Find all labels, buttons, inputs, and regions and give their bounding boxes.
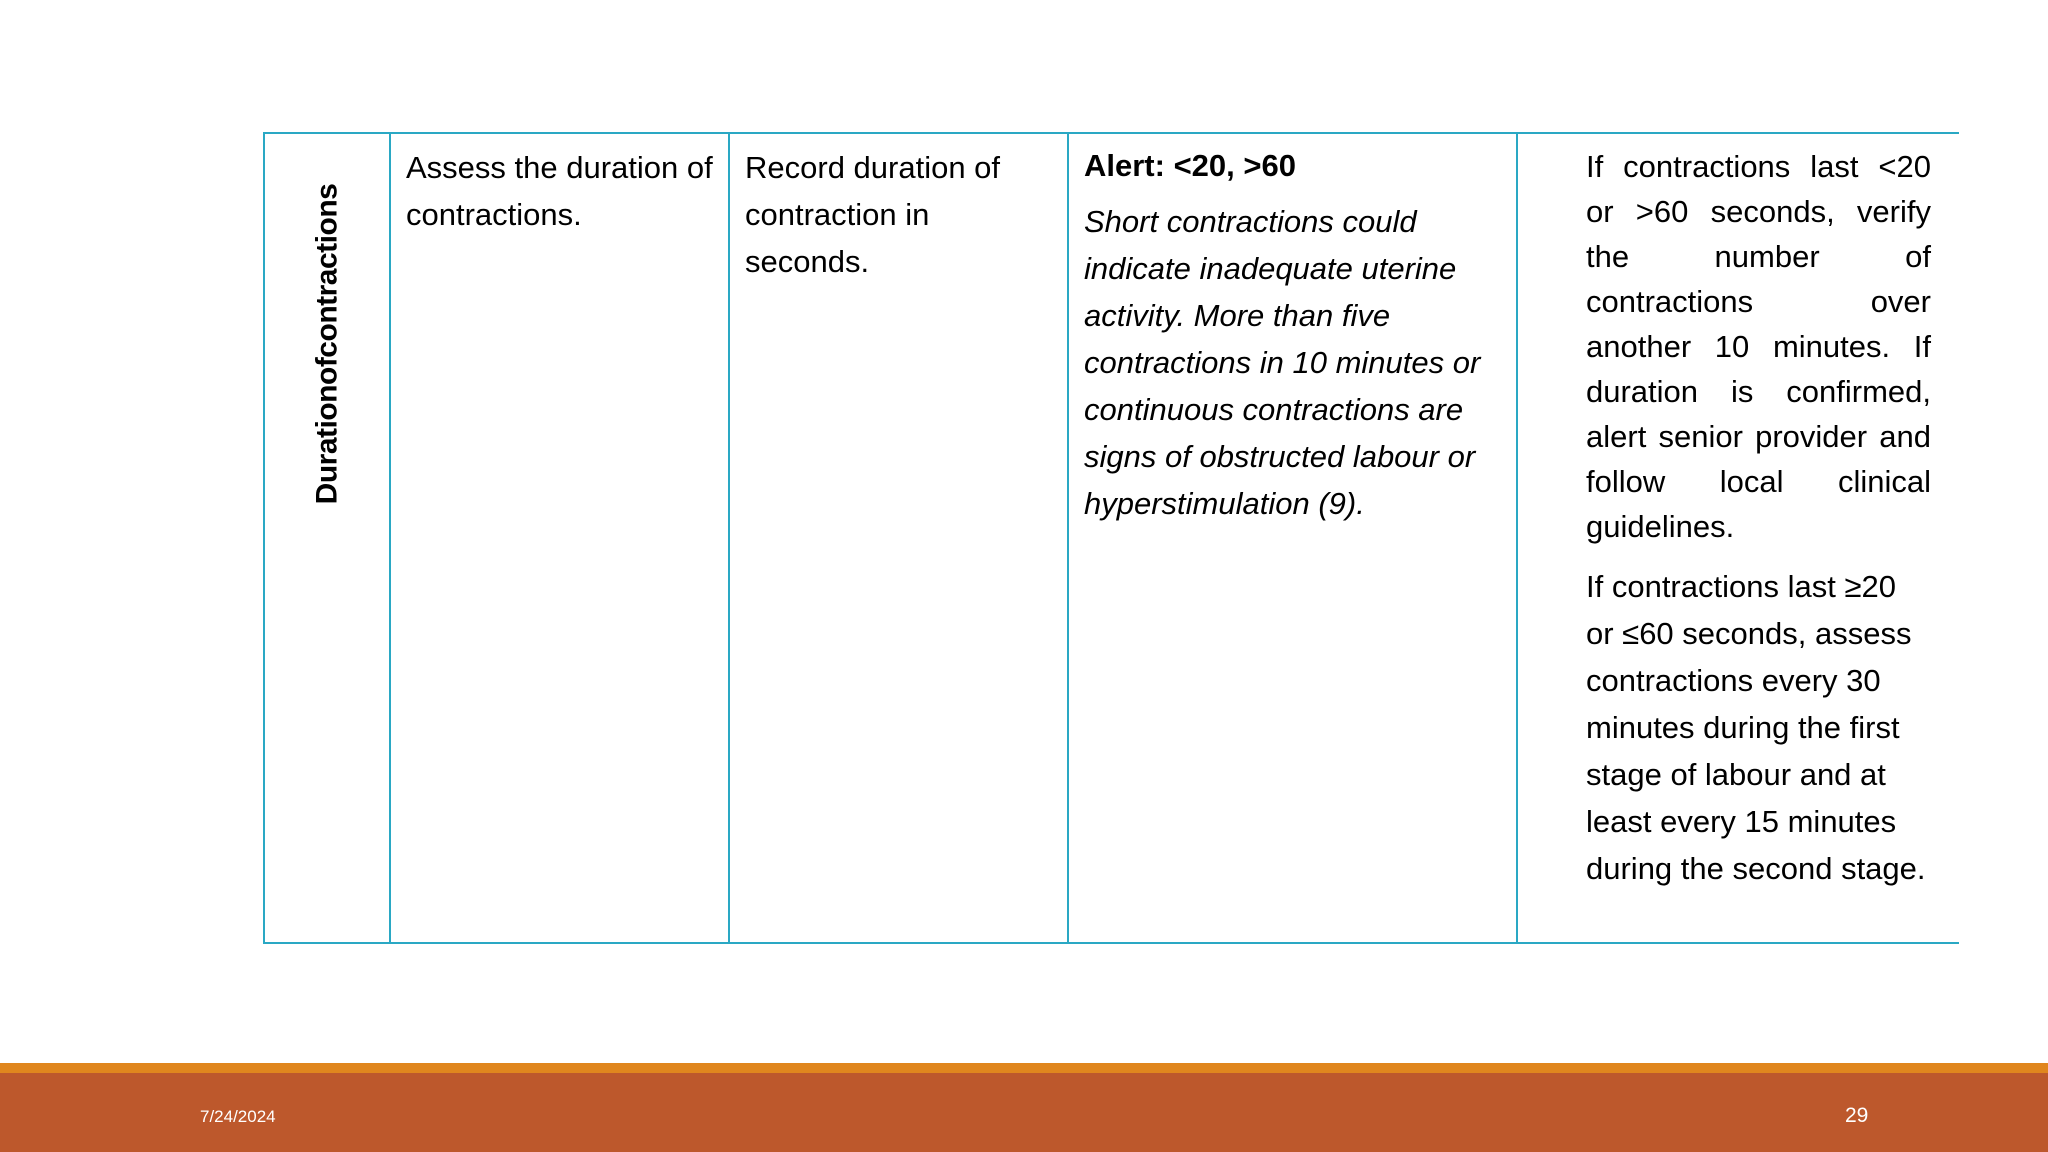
row-label-cell bbox=[263, 134, 389, 942]
alert-title: Alert: <20, >60 bbox=[1084, 148, 1296, 183]
footer-accent-stripe bbox=[0, 1063, 2048, 1073]
recording-text: Record duration of contraction in seconds. bbox=[745, 150, 1001, 279]
page-number: 29 bbox=[1845, 1104, 1869, 1127]
row-label: Durationofcontractions bbox=[310, 183, 344, 505]
footer-bar bbox=[0, 1073, 2048, 1152]
action-paragraph-normal: If contractions last ≥20 or ≤60 seconds, assess contractions every 30 minutes during the first stage of labour and at least every 15 minutes during the second stage. bbox=[1586, 569, 1926, 886]
recording-cell bbox=[728, 134, 1067, 942]
action-paragraph-abnormal: If contractions last <20 or >60 seconds, verify the number of contractions over another 10 minutes. If duration is confirmed, alert senior provider and follow local clinical guidelines. bbox=[1586, 149, 1931, 544]
alert-description: Short contractions could indicate inadequate uterine activity. More than five contractions in 10 minutes or continuous contractions are signs of obstructed labour or hyperstimulation (9). bbox=[1084, 204, 1481, 521]
assessment-text: Assess the duration of contractions. bbox=[406, 150, 713, 232]
action-cell bbox=[1516, 134, 1959, 942]
guideline-table bbox=[263, 132, 1959, 944]
footer-date: 7/24/2024 bbox=[200, 1107, 276, 1126]
assessment-cell bbox=[389, 134, 728, 942]
alert-cell bbox=[1067, 134, 1516, 942]
